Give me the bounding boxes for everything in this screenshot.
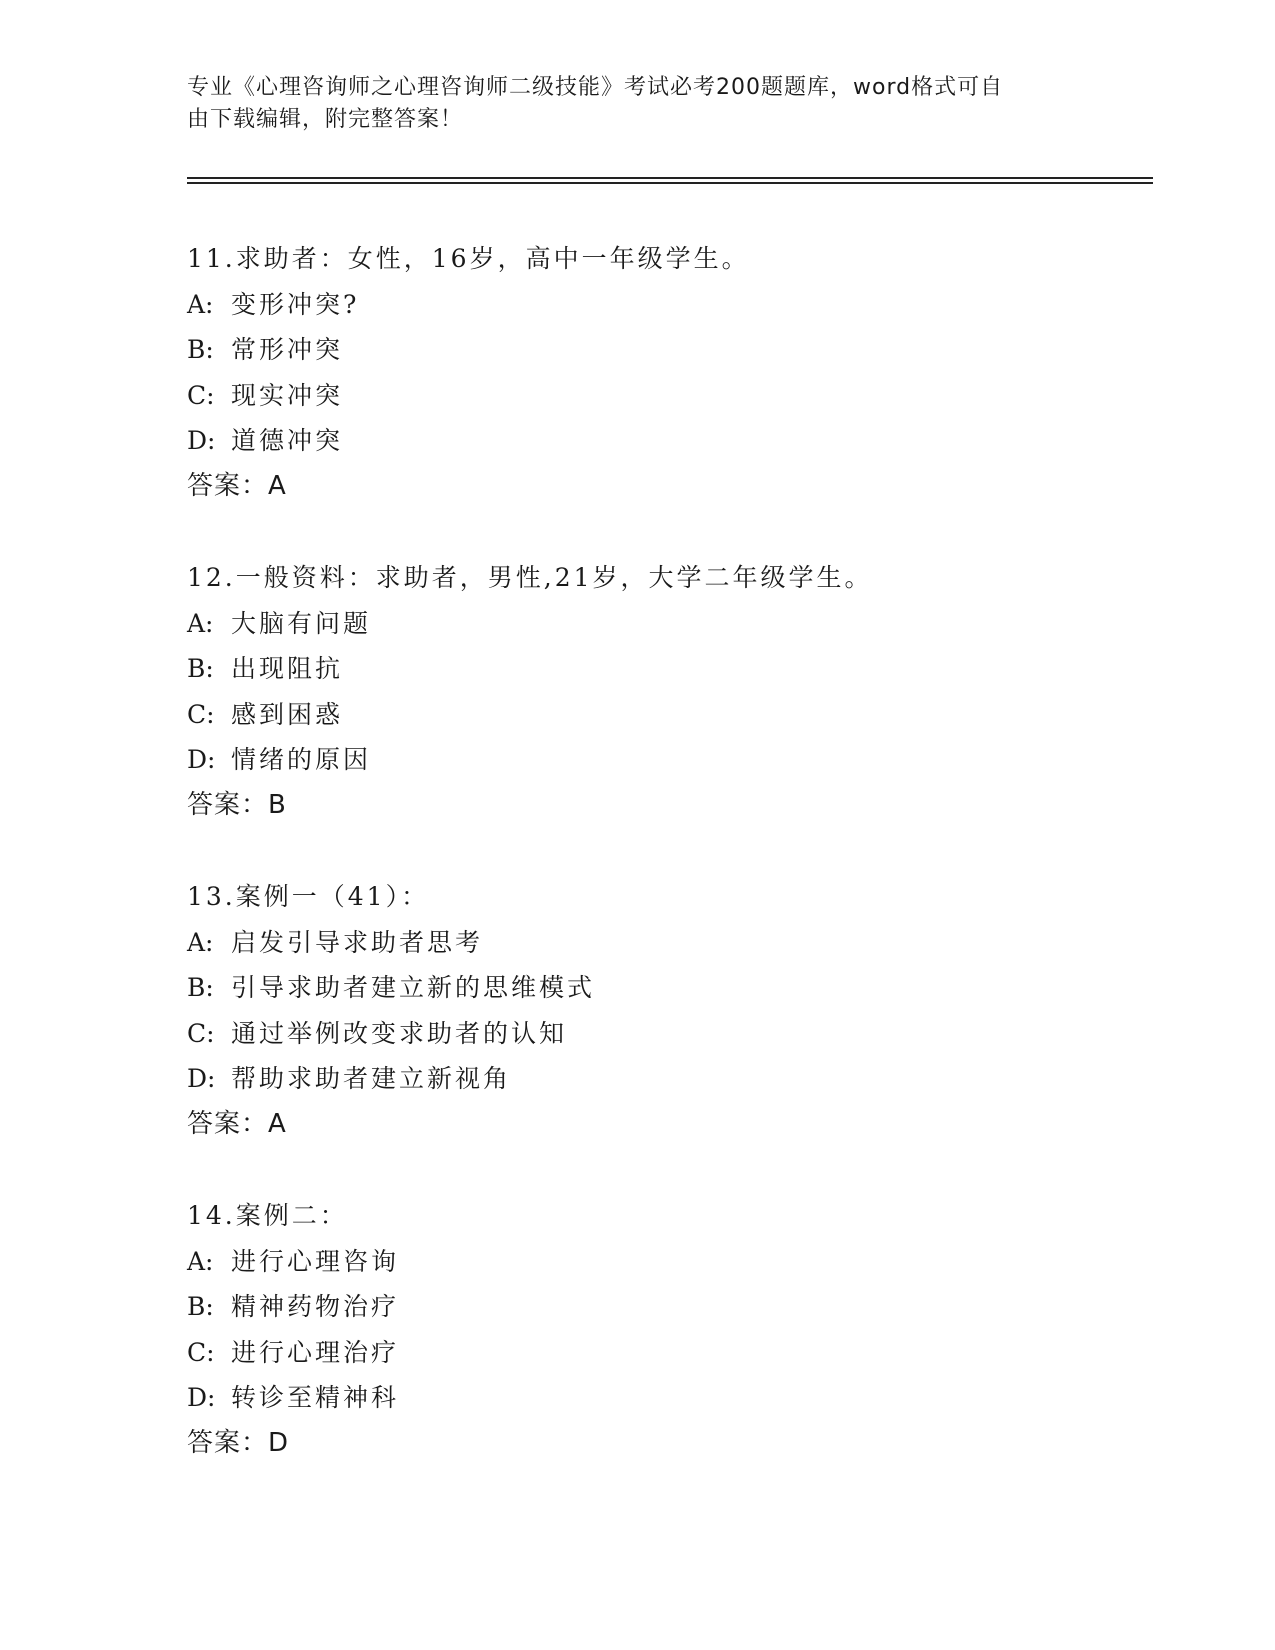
option-text: 进行心理治疗 [231,1337,400,1367]
option-text: 引导求助者建立新的思维模式 [231,973,596,1003]
option-letter: C: [187,1337,215,1367]
option-letter: B: [187,1292,214,1322]
option-letter: C: [187,1018,215,1048]
option-d [187,1056,1147,1102]
option-letter: B: [187,654,214,684]
option-letter: A: [187,608,214,638]
option-d [187,418,1147,464]
answer-label: 答案：A [187,470,287,501]
option-b [187,327,1147,373]
document-header [187,72,1087,136]
header-divider-bottom [187,182,1153,184]
answer-label: 答案：A [187,1108,287,1139]
option-text: 进行心理咨询 [231,1246,400,1276]
option-letter: B: [187,335,214,365]
option-letter: B: [187,973,214,1003]
option-text: 帮助求助者建立新视角 [231,1064,512,1094]
option-letter: C: [187,380,215,410]
option-b [187,1284,1147,1330]
option-text: 转诊至精神科 [231,1383,400,1413]
option-text: 感到困惑 [231,699,344,729]
header-divider-top [187,177,1153,179]
header-line-1: 专业《心理咨询师之心理咨询师二级技能》考试必考200题题库，word格式可自 [187,75,1004,100]
question-stem: 14.案例二： [187,1201,348,1230]
option-letter: D: [187,426,216,456]
question-stem: 11.求助者：女性，16岁，高中一年级学生。 [187,244,750,273]
option-c [187,692,1147,738]
option-text: 大脑有问题 [231,608,372,638]
option-a [187,1239,1147,1285]
question-11 [187,236,1147,555]
answer-label: 答案：B [187,789,287,820]
option-b [187,646,1147,692]
option-letter: A: [187,289,214,319]
option-letter: A: [187,927,214,957]
option-text: 现实冲突 [231,380,344,410]
question-12 [187,555,1147,874]
option-letter: D: [187,745,216,775]
question-list [187,236,1147,1512]
option-c [187,1011,1147,1057]
option-c [187,1330,1147,1376]
option-text: 情绪的原因 [231,745,372,775]
option-a [187,920,1147,966]
header-line-2: 由下载编辑，附完整答案！ [187,107,464,132]
option-text: 通过举例改变求助者的认知 [231,1018,568,1048]
answer-label: 答案：D [187,1427,290,1458]
option-text: 变形冲突? [231,289,360,319]
option-text: 道德冲突 [231,426,344,456]
option-letter: D: [187,1064,216,1094]
question-stem: 12.一般资料：求助者，男性,21岁，大学二年级学生。 [187,563,873,592]
option-text: 启发引导求助者思考 [231,927,484,957]
question-13 [187,874,1147,1193]
option-a [187,601,1147,647]
option-text: 常形冲突 [231,335,344,365]
option-letter: C: [187,699,215,729]
question-stem: 13.案例一（41）： [187,882,430,911]
option-b [187,965,1147,1011]
option-a [187,282,1147,328]
option-letter: D: [187,1383,216,1413]
option-d [187,737,1147,783]
option-d [187,1375,1147,1421]
option-text: 出现阻抗 [231,654,344,684]
option-letter: A: [187,1246,214,1276]
option-c [187,373,1147,419]
option-text: 精神药物治疗 [231,1292,400,1322]
question-14 [187,1193,1147,1512]
